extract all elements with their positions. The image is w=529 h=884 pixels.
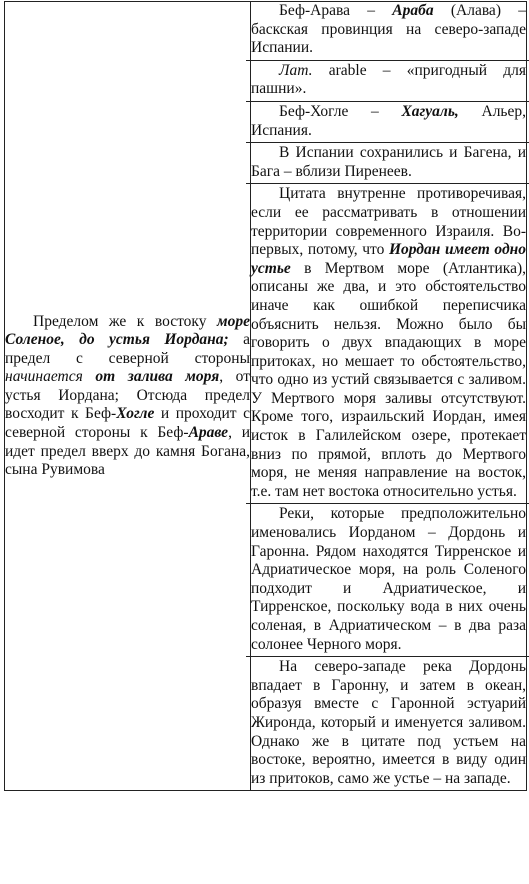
quote-cell xyxy=(5,2,251,791)
text-run: arable – «пригодный для пашни». xyxy=(251,61,526,98)
text-run: (Алава) – баскская провинция на северо-западе Испании. xyxy=(251,2,526,57)
text-run: в Мертвом море (Атлантика), описаны же два, и это обстоятельство иначе как ошибкой переписчика объяснить нельзя. Можно было бы говорить о двух впадающих в море притоках, но мешает то обстоятельство, что одно из устий связывается с заливом. У Мертвого моря заливы отсутствуют. Кроме того, израильский Иордан, имея исток в Галилейском озере, протекает вниз по прямой, вплоть до Мертвого моря, не меняя направление на восток, т.е. там нет востока относительно устья. xyxy=(251,259,526,500)
text-run: Беф-Хогле – xyxy=(279,102,402,120)
emphasis-text: Иордан имеет одно устье xyxy=(251,241,526,277)
text-run: , и идет предел вверх до камня Богана, сына Рувимова xyxy=(5,424,251,479)
text-run: Реки, которые предположительно именовались Иорданом – Дордонь и Гаронна. Рядом находятся Тирренское и Адриатическое моря, на роль Соленого подходит и Адриатическое, и Тирренское, поскольку вода в них очень соленая, в Адриатическом – в два раза солонее Черного моря. xyxy=(251,505,526,653)
commentary-table xyxy=(4,1,527,791)
text-run xyxy=(83,368,96,385)
commentary-paragraph xyxy=(251,2,526,58)
emphasis-text: Араве xyxy=(188,424,229,442)
text-run: Беф-Арава – xyxy=(279,2,393,19)
commentary-paragraph xyxy=(246,503,529,654)
commentary-paragraph xyxy=(246,142,529,181)
emphasis-text: Хагуаль, xyxy=(401,102,459,120)
commentary-paragraph xyxy=(246,656,529,788)
emphasis-text: море Соленое, до устья Иордана; xyxy=(5,312,250,349)
text-run: Пределом же к востоку xyxy=(33,312,217,330)
text-run: В Испании сохранились и Багена, и Бага – вблизи Пиренеев. xyxy=(251,144,526,180)
quote-paragraph xyxy=(5,313,250,480)
commentary-paragraph xyxy=(246,60,529,99)
italic-text: Лат. xyxy=(279,61,313,79)
text-run: и проходит с северной стороны к Беф- xyxy=(5,405,250,442)
text-run: а предел с северной стороны xyxy=(5,331,250,367)
commentary-paragraph xyxy=(246,101,529,140)
text-run: На северо-западе река Дордонь впадает в Гаронну, и затем в океан, образуя вместе с Гаронной эстуарий Жиронда, который и именуется заливом. Однако же в цитате под устьем на востоке, вероятно, имеется в виду один из притоков, само же устье – на западе. xyxy=(251,658,526,787)
emphasis-text: от залива моря xyxy=(95,368,220,386)
text-run: Цитата внутренне противоречивая, если ее рассматривать в отношении территории современного Израиля. Во-первых, потому, что xyxy=(251,185,526,259)
table-row xyxy=(5,2,527,791)
text-run: , от устья Иордана; Отсюда предел восходит к Беф- xyxy=(5,368,250,423)
italic-text: начинается xyxy=(5,368,83,386)
commentary-cell xyxy=(251,2,527,791)
emphasis-text: Хогле xyxy=(116,405,155,423)
emphasis-text: Араба xyxy=(392,2,434,19)
commentary-paragraph xyxy=(246,183,529,501)
text-run: Альер, Испания. xyxy=(251,102,526,139)
